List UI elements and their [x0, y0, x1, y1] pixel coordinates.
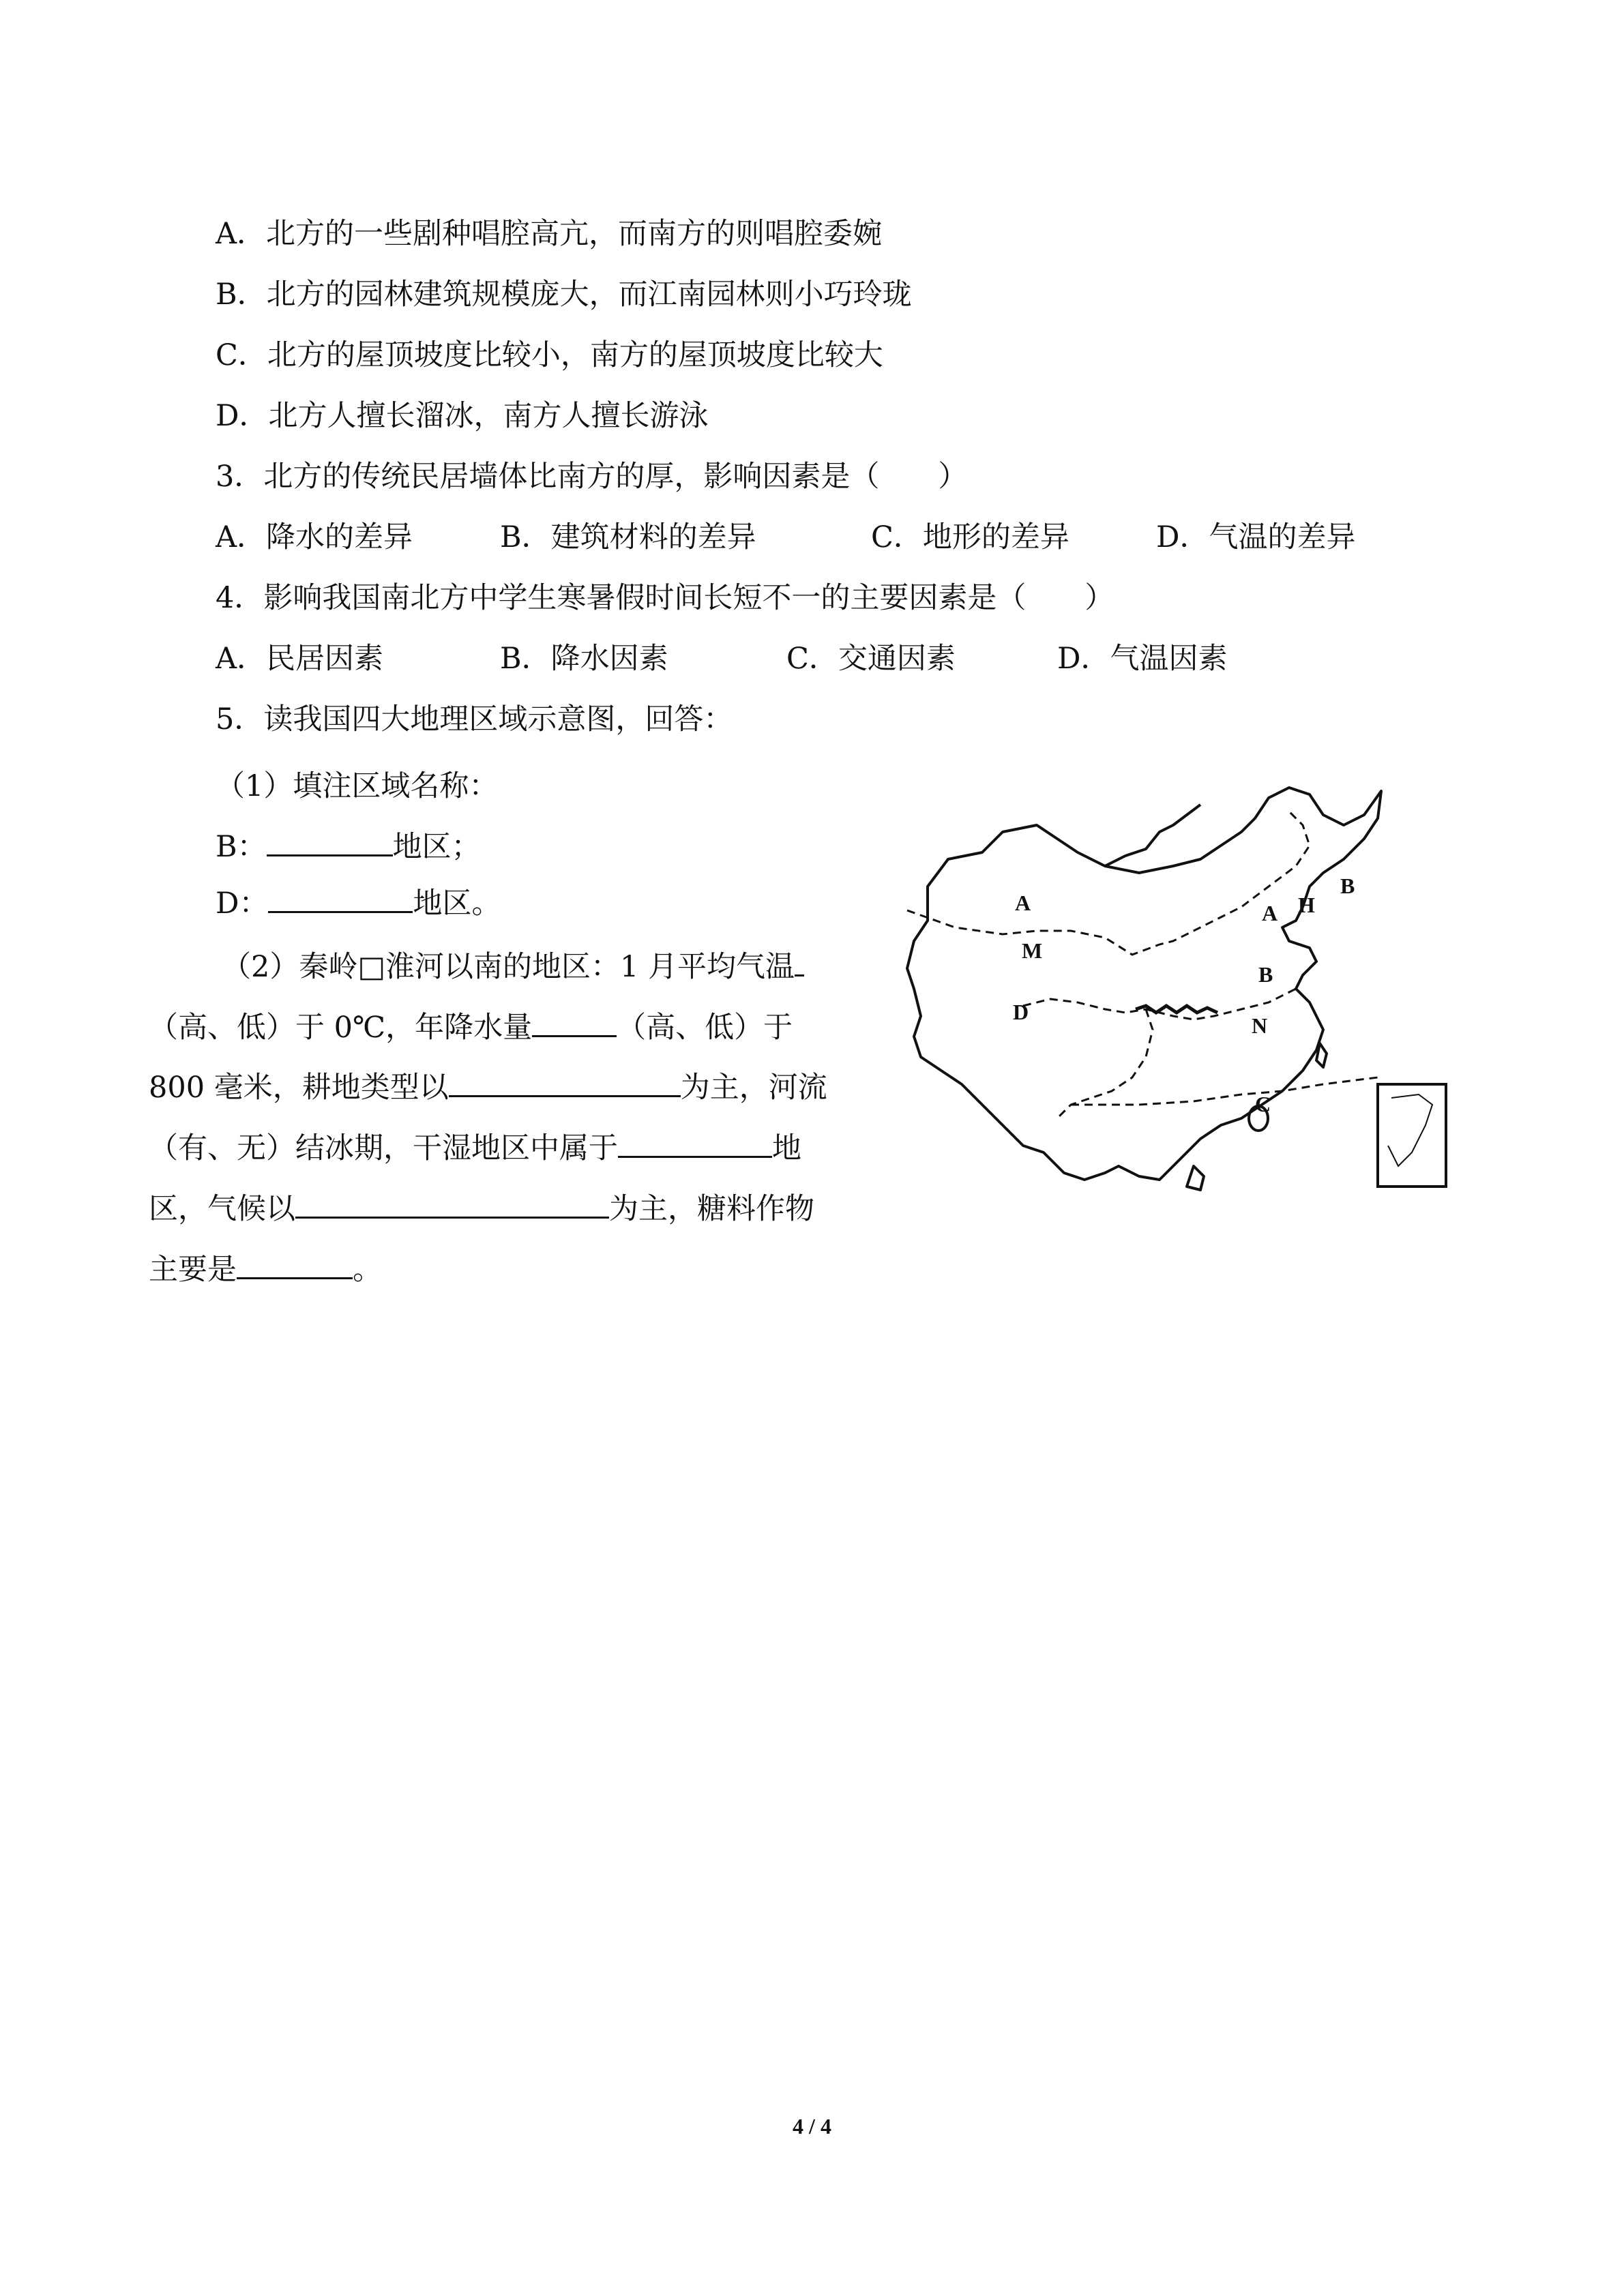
- map-label-d: D: [1013, 1000, 1029, 1024]
- q2-option-d: D．北方人擅长溜冰，南方人擅长游泳: [216, 399, 709, 433]
- q2-option-c: C．北方的屋顶坡度比较小，南方的屋顶坡度比较大: [216, 338, 883, 372]
- q4-option-b: B．降水因素: [500, 642, 668, 676]
- south-china-sea-inset: [1378, 1084, 1446, 1187]
- q5-part2-text3b: 为主，河流: [680, 1071, 827, 1105]
- q4-option-d: D．气温因素: [1057, 642, 1228, 676]
- q5-part2-text6a: 主要是: [149, 1253, 237, 1287]
- q5-d-prefix: D：: [216, 886, 269, 921]
- map-label-a2: A: [1262, 901, 1278, 925]
- qinling-huaihe-line: [1136, 1006, 1217, 1013]
- q5-temp-blank[interactable]: [795, 947, 804, 976]
- q5-d-suffix: 地区。: [413, 886, 501, 921]
- q5-part2-text4b: 地: [772, 1131, 801, 1165]
- q5-d-blank[interactable]: [268, 884, 413, 913]
- q5-rain-blank[interactable]: [532, 1008, 617, 1037]
- map-label-a1: A: [1015, 891, 1031, 915]
- q4-stem: 4．影响我国南北方中学生寒暑假时间长短不一的主要因素是（ ）: [216, 581, 1114, 615]
- q5-farmland-blank[interactable]: [449, 1068, 681, 1097]
- q5-sugar-blank[interactable]: [237, 1250, 353, 1279]
- q2-option-a: A．北方的一些剧种唱腔高亢，而南方的则唱腔委婉: [216, 217, 883, 251]
- china-regions-map: [900, 784, 1487, 1207]
- q5-part2-text6b: 。: [353, 1253, 382, 1287]
- q3-option-b: B．建筑材料的差异: [500, 520, 756, 554]
- q5-part2-text2b: （高、低）于: [617, 1011, 793, 1045]
- region-boundaries: [907, 811, 1378, 1118]
- q5-part2-line1: [222, 947, 804, 986]
- q2-option-b: B．北方的园林建筑规模庞大，而江南园林则小巧玲珑: [216, 278, 912, 312]
- q5-part2-text3a: 800 毫米，耕地类型以: [149, 1071, 449, 1105]
- q3-stem: 3．北方的传统民居墙体比南方的厚，影响因素是（ ）: [216, 460, 968, 494]
- q5-dryhumid-blank[interactable]: [618, 1129, 772, 1158]
- q5-part2-line4: [149, 1129, 801, 1167]
- q5-part2-text5a: 区，气候以: [149, 1192, 295, 1226]
- map-label-b2: B: [1258, 962, 1273, 987]
- q5-part2-line5: [149, 1189, 814, 1228]
- q5-d-line: [216, 884, 501, 923]
- q5-part2-text5b: 为主，糖料作物: [609, 1192, 814, 1226]
- q3-option-d: D．气温的差异: [1156, 520, 1356, 554]
- q5-b-blank[interactable]: [267, 827, 393, 856]
- map-label-h: H: [1298, 893, 1315, 917]
- q5-climate-blank[interactable]: [295, 1189, 609, 1219]
- q4-option-a: A．民居因素: [216, 642, 384, 676]
- q5-part2-line6: [149, 1250, 382, 1289]
- map-label-m: M: [1022, 938, 1043, 963]
- q5-part2-text2a: （高、低）于 0℃，年降水量: [149, 1011, 533, 1045]
- map-label-c: C: [1255, 1092, 1271, 1116]
- map-label-n: N: [1252, 1013, 1268, 1038]
- q5-b-line: [216, 827, 481, 866]
- q5-stem: 5．读我国四大地理区域示意图，回答：: [216, 702, 733, 736]
- map-label-b1: B: [1340, 874, 1355, 898]
- q3-option-a: A．降水的差异: [216, 520, 413, 554]
- map-outline: [907, 788, 1381, 1190]
- q5-part2-line2: [149, 1008, 793, 1047]
- page-footer: 4 / 4: [793, 2114, 831, 2138]
- q5-b-suffix: 地区；: [392, 830, 481, 864]
- q5-part2-text1: （2）秦岭□淮河以南的地区：1 月平均气温: [222, 950, 795, 984]
- q5-part2-text4a: （有、无）结冰期，干湿地区中属于: [149, 1131, 618, 1165]
- q4-option-c: C．交通因素: [786, 642, 956, 676]
- q5-part2-line3: [149, 1068, 827, 1107]
- q5-part1: （1）填注区域名称：: [216, 769, 499, 803]
- q3-option-c: C．地形的差异: [871, 520, 1069, 554]
- q5-b-prefix: B：: [216, 830, 267, 864]
